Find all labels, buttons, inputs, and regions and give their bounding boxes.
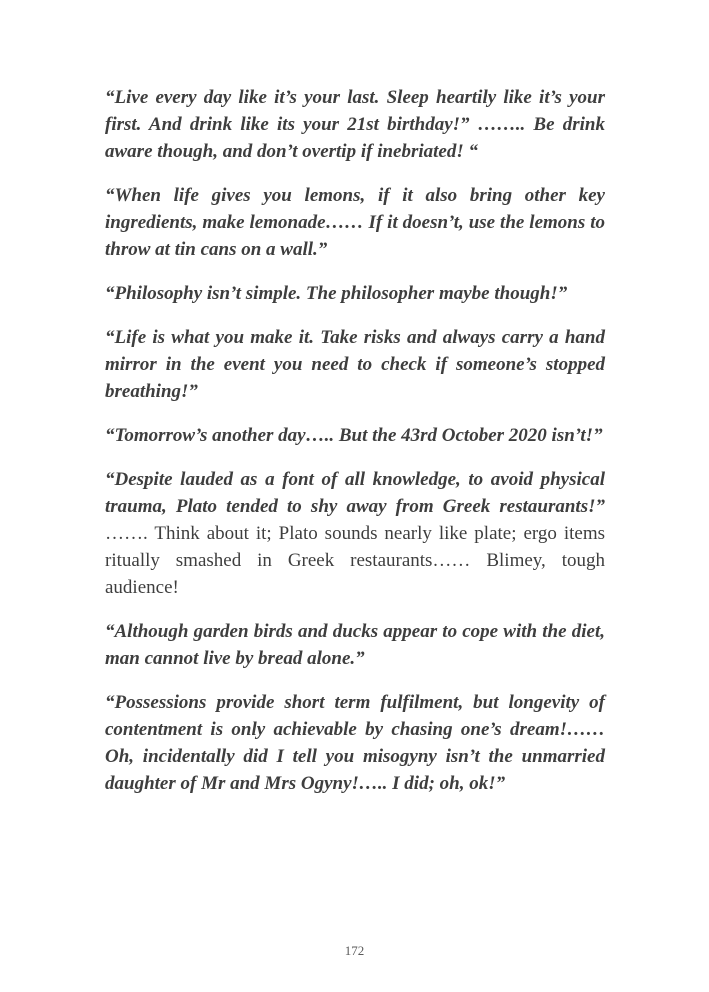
paragraph [105, 466, 605, 601]
page-number: 172 [344, 943, 365, 958]
quote-text: “Life is what you make it. Take risks and always carry a hand mirror in the event you need to check if someone’s stopped breathing!” [105, 327, 605, 402]
paragraph [105, 182, 605, 263]
quote-text: “Although garden birds and ducks appear to cope with the diet, man cannot live by bread alone.” [105, 621, 605, 669]
paragraph [105, 84, 605, 165]
quote-text: “Live every day like it’s your last. Sleep heartily like it’s your first. And drink like its your 21st birthday!” …….. Be drink aware though, and don’t overtip if inebriated! “ [105, 87, 605, 162]
paragraph [105, 422, 605, 449]
paragraph [105, 280, 605, 307]
quote-text: “Tomorrow’s another day….. But the 43rd October 2020 isn’t!” [105, 425, 603, 446]
page-body [105, 84, 605, 814]
paragraph [105, 618, 605, 672]
quote-text: “Possessions provide short term fulfilment, but longevity of contentment is only achievable by chasing one’s dream!…… Oh, incidentally did I tell you misogyny isn’t the unmarried daughter of Mr and Mrs Ogyny!….. I did; oh, ok!” [105, 692, 605, 794]
quote-text: “When life gives you lemons, if it also bring other key ingredients, make lemonade…… If it doesn’t, use the lemons to throw at tin cans on a wall.” [105, 185, 605, 260]
paragraph [105, 324, 605, 405]
quote-text: “Philosophy isn’t simple. The philosopher maybe though!” [105, 283, 568, 304]
commentary-text: ……. Think about it; Plato sounds nearly like plate; ergo items ritually smashed in Greek restaurants…… Blimey, tough audience! [105, 523, 605, 598]
paragraph [105, 689, 605, 797]
quote-text: “Despite lauded as a font of all knowledge, to avoid physical trauma, Plato tended to shy away from Greek restaurants!” [105, 469, 605, 517]
